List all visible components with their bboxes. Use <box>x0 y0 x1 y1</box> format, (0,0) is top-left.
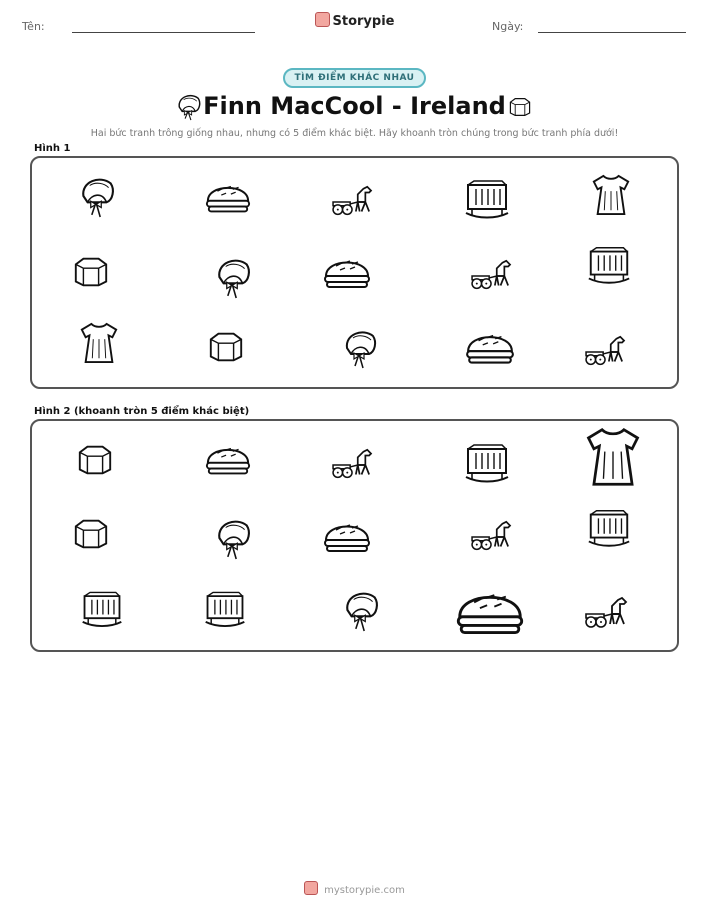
bread-icon[interactable] <box>204 438 252 480</box>
storypie-logo-icon <box>304 881 318 895</box>
horse-cart-icon <box>329 183 377 221</box>
horse-cart-icon <box>581 333 631 371</box>
dress-icon <box>78 318 120 368</box>
cradle-icon[interactable] <box>202 587 248 631</box>
bread-icon[interactable] <box>322 514 372 558</box>
cradle-icon[interactable] <box>79 587 125 631</box>
name-field[interactable] <box>72 32 255 33</box>
bonnet-icon <box>211 253 253 301</box>
horse-cart-icon <box>467 257 517 295</box>
stump-icon <box>508 96 532 122</box>
cradle-icon <box>462 177 512 221</box>
date-field[interactable] <box>538 32 686 33</box>
picture1-label: Hình 1 <box>34 143 71 154</box>
bread-icon[interactable] <box>454 580 526 642</box>
bonnet-icon[interactable] <box>339 585 381 635</box>
storypie-logo-icon <box>315 12 330 27</box>
brand-logo <box>0 12 709 29</box>
stump-icon[interactable] <box>76 442 114 478</box>
stump-icon <box>207 329 245 365</box>
horse-cart-icon[interactable] <box>329 446 377 484</box>
bonnet-icon[interactable] <box>211 514 253 562</box>
instructions: Hai bức tranh trông giống nhau, nhưng có 5 điểm khác biệt. Hãy khoanh tròn chúng trong bức tranh phía dưới! <box>90 128 619 139</box>
activity-badge: TÌM ĐIỂM KHÁC NHAU <box>283 68 427 88</box>
bonnet-icon <box>339 323 379 373</box>
horse-cart-icon[interactable] <box>582 594 632 634</box>
bread-icon <box>322 250 372 294</box>
cradle-icon[interactable] <box>585 506 633 550</box>
page-title: Finn MacCool - Ireland <box>203 92 506 120</box>
bread-icon <box>464 325 516 369</box>
bread-icon <box>204 176 252 218</box>
name-label: Tên: <box>22 20 45 33</box>
picture2-label: Hình 2 (khoanh tròn 5 điểm khác biệt) <box>34 406 250 417</box>
dress-icon <box>590 170 632 220</box>
stump-icon[interactable] <box>72 516 110 552</box>
brand-name: Storypie <box>332 14 395 29</box>
footer <box>0 881 709 896</box>
cradle-icon[interactable] <box>462 440 512 486</box>
stump-icon <box>72 254 110 290</box>
footer-url: mystorypie.com <box>324 885 405 896</box>
bonnet-icon <box>75 170 117 222</box>
date-label: Ngày: <box>492 20 524 33</box>
dress-icon[interactable] <box>583 423 643 491</box>
cradle-icon <box>585 243 633 287</box>
horse-cart-icon[interactable] <box>467 518 517 556</box>
